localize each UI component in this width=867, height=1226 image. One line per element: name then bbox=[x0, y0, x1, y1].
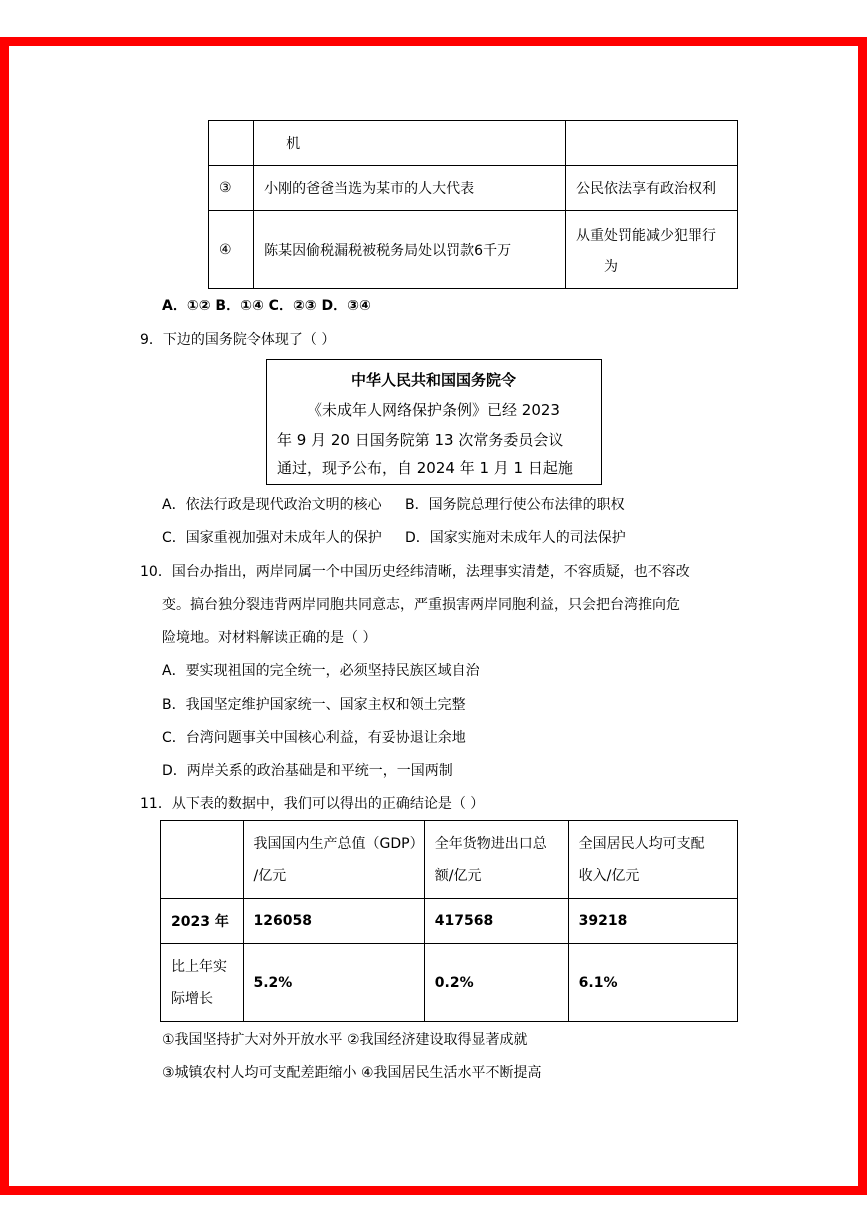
data-cell: 39218 bbox=[568, 899, 737, 944]
table-row bbox=[209, 211, 738, 289]
row-label-line: 比上年实 bbox=[171, 958, 227, 975]
event-cell: 陈某因偷税漏税被税务局处以罚款6千万 bbox=[254, 211, 566, 289]
data-cell: 0.2% bbox=[424, 944, 568, 1022]
principle-line: 从重处罚能减少犯罪行 bbox=[575, 227, 716, 244]
row-label-line: 际增长 bbox=[171, 990, 213, 1007]
table-row bbox=[161, 944, 738, 1022]
data-cell: 126058 bbox=[243, 899, 424, 944]
principle-line: 为 bbox=[603, 258, 618, 275]
q9-option-b: B．国务院总理行使公布法律的职权 bbox=[405, 497, 625, 513]
row-label: 2023 年 bbox=[161, 899, 244, 944]
data-cell: 5.2% bbox=[243, 944, 424, 1022]
q9-option-c: C．国家重视加强对未成年人的保护 bbox=[162, 530, 382, 546]
header-line: 全国居民人均可支配 bbox=[578, 835, 705, 852]
state-council-notice bbox=[266, 359, 602, 485]
q10-stem-line1: 10．国台办指出，两岸同属一个中国历史经纬清晰，法理事实清楚，不容质疑，也不容改 bbox=[140, 564, 690, 580]
principle-cell: 公民依法享有政治权利 bbox=[565, 166, 737, 211]
q11-data-table bbox=[160, 820, 738, 1022]
q9-option-a: A．依法行政是现代政治文明的核心 bbox=[162, 497, 382, 513]
table-header-row bbox=[161, 821, 738, 899]
table-row bbox=[209, 121, 738, 166]
notice-line: 《未成年人网络保护条例》已经 2023 bbox=[307, 401, 560, 419]
q9-option-d: D．国家实施对未成年人的司法保护 bbox=[405, 530, 626, 546]
q10-stem-line3: 险境地。对材料解读正确的是（ ） bbox=[162, 630, 377, 646]
row-number: ③ bbox=[209, 166, 254, 211]
q8-options: A．①② B．①④ C．②③ D．③④ bbox=[162, 298, 371, 314]
q10-option-c: C．台湾问题事关中国核心利益，有妥协退让余地 bbox=[162, 730, 466, 746]
header-cell bbox=[424, 821, 568, 899]
row-number: ④ bbox=[209, 211, 254, 289]
q11-statements-line1: ①我国坚持扩大对外开放水平 ②我国经济建设取得显著成就 bbox=[162, 1032, 528, 1048]
header-cell bbox=[243, 821, 424, 899]
header-line: /亿元 bbox=[253, 867, 287, 884]
q9-stem: 9．下边的国务院令体现了（ ） bbox=[140, 332, 336, 348]
data-cell: 6.1% bbox=[568, 944, 737, 1022]
q11-statements-line2: ③城镇农村人均可支配差距缩小 ④我国居民生活水平不断提高 bbox=[162, 1065, 542, 1081]
notice-line: 年 9 月 20 日国务院第 13 次常务委员会议 bbox=[277, 431, 564, 449]
table-row bbox=[209, 166, 738, 211]
notice-line: 通过，现予公布，自 2024 年 1 月 1 日起施 bbox=[277, 459, 573, 477]
q10-stem-line2: 变。搞台独分裂违背两岸同胞共同意志，严重损害两岸同胞利益，只会把台湾推向危 bbox=[162, 597, 680, 613]
table-row bbox=[161, 899, 738, 944]
header-line: 全年货物进出口总 bbox=[434, 835, 547, 852]
event-cell: 机 bbox=[254, 121, 566, 166]
header-line: 我国国内生产总值（GDP） bbox=[253, 835, 424, 852]
row-label bbox=[161, 944, 244, 1022]
q10-option-d: D．两岸关系的政治基础是和平统一，一国两制 bbox=[162, 763, 453, 779]
header-line: 收入/亿元 bbox=[578, 867, 640, 884]
event-cell: 小刚的爸爸当选为某市的人大代表 bbox=[254, 166, 566, 211]
q10-option-b: B．我国坚定维护国家统一、国家主权和领土完整 bbox=[162, 697, 466, 713]
data-cell: 417568 bbox=[424, 899, 568, 944]
q11-stem: 11．从下表的数据中，我们可以得出的正确结论是（ ） bbox=[140, 796, 485, 812]
header-cell bbox=[568, 821, 737, 899]
header-line: 额/亿元 bbox=[434, 867, 482, 884]
q10-option-a: A．要实现祖国的完全统一，必须坚持民族区域自治 bbox=[162, 663, 480, 679]
notice-title: 中华人民共和国国务院令 bbox=[350, 371, 516, 389]
principle-cell bbox=[565, 211, 737, 289]
q8-table bbox=[208, 120, 738, 289]
